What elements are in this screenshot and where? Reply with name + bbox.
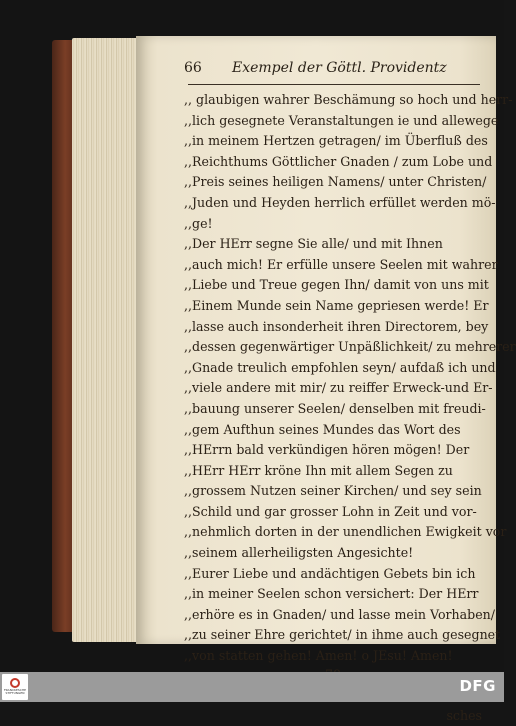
text-line: ,,grossem Nutzen seiner Kirchen/ und sey sein (184, 483, 482, 499)
library-logo-text: FRANCKESCHE STIFTUNGEN (3, 688, 27, 696)
text-line: ,,von statten gehen! Amen! o JEsu! Amen! (184, 648, 453, 664)
dfg-logo[interactable]: DFG (459, 677, 496, 695)
text-line: ,,nehmlich dorten in der unendlichen Ewigkeit vor (184, 524, 507, 540)
text-line: ,,HErrn bald verkündigen hören mögen! Der (184, 442, 470, 458)
text-line: ,,Schild und gar grosser Lohn in Zeit und vor- (184, 503, 477, 519)
text-line: ,,erhöre es in Gnaden/ und lasse mein Vorhaben/ (184, 606, 496, 622)
page-text (184, 90, 516, 726)
library-emblem-icon (10, 678, 20, 688)
text-line: ,,bauung unserer Seelen/ denselben mit freudi- (184, 400, 486, 416)
text-line: ,,gem Aufthun seines Mundes das Wort des (184, 421, 461, 437)
text-line: ,,Preis seines heiligen Namens/ unter Christen/ (184, 174, 487, 190)
text-line: ,,Eurer Liebe und andächtigen Gebets bin ich (184, 565, 476, 581)
text-line: ,,Einem Munde sein Name gepriesen werde! Er (184, 297, 489, 313)
text-line: ,,in meiner Seelen schon versichert: Der HErr (184, 586, 479, 602)
text-line: ,,Der HErr segne Sie alle/ und mit Ihnen (184, 236, 443, 252)
text-line: ,,Juden und Heyden herrlich erfüllet werden mö- (184, 194, 496, 210)
catchword: sches (446, 707, 482, 723)
page-header (184, 60, 484, 82)
text-line: ,,HErr HErr kröne Ihn mit allem Segen zu (184, 462, 453, 478)
page-edges (72, 38, 142, 642)
text-line: ,,lich gesegnete Veranstaltungen ie und allewege (184, 112, 499, 128)
text-line: ,,lasse auch insonderheit ihren Directorem, bey (184, 318, 489, 334)
text-line: ,,viele andere mit mir/ zu reiffer Erweck-und Er- (184, 380, 493, 396)
text-line: ,,in meinem Hertzen getragen/ im Überfluß des (184, 133, 488, 149)
library-logo[interactable] (2, 674, 28, 700)
page-number: 66 (184, 60, 202, 76)
text-line: ,,zu seiner Ehre gerichtet/ in ihme auch gesegnet (184, 627, 501, 643)
text-line: ,, glaubigen wahrer Beschämung so hoch und herr- (184, 92, 513, 107)
text-line: ,,Gnade treulich empfohlen seyn/ aufdaß ich und (184, 359, 496, 375)
text-line: ,,seinem allerheiligsten Angesichte! (184, 545, 414, 561)
header-rule (188, 84, 480, 85)
text-line: ,,Reichthums Göttlicher Gnaden / zum Lobe und (184, 153, 493, 169)
text-line: ,,auch mich! Er erfülle unsere Seelen mit wahrer (184, 256, 498, 272)
running-title: Exempel der Göttl. Providentz (232, 60, 447, 76)
viewer-footer-bar (0, 672, 504, 702)
text-line: ,,dessen gegenwärtiger Unpäßlichkeit/ zu mehrerer (184, 339, 516, 355)
text-line: ,,Liebe und Treue gegen Ihn/ damit von uns mit (184, 277, 489, 293)
text-line: ,,ge! (184, 215, 213, 231)
